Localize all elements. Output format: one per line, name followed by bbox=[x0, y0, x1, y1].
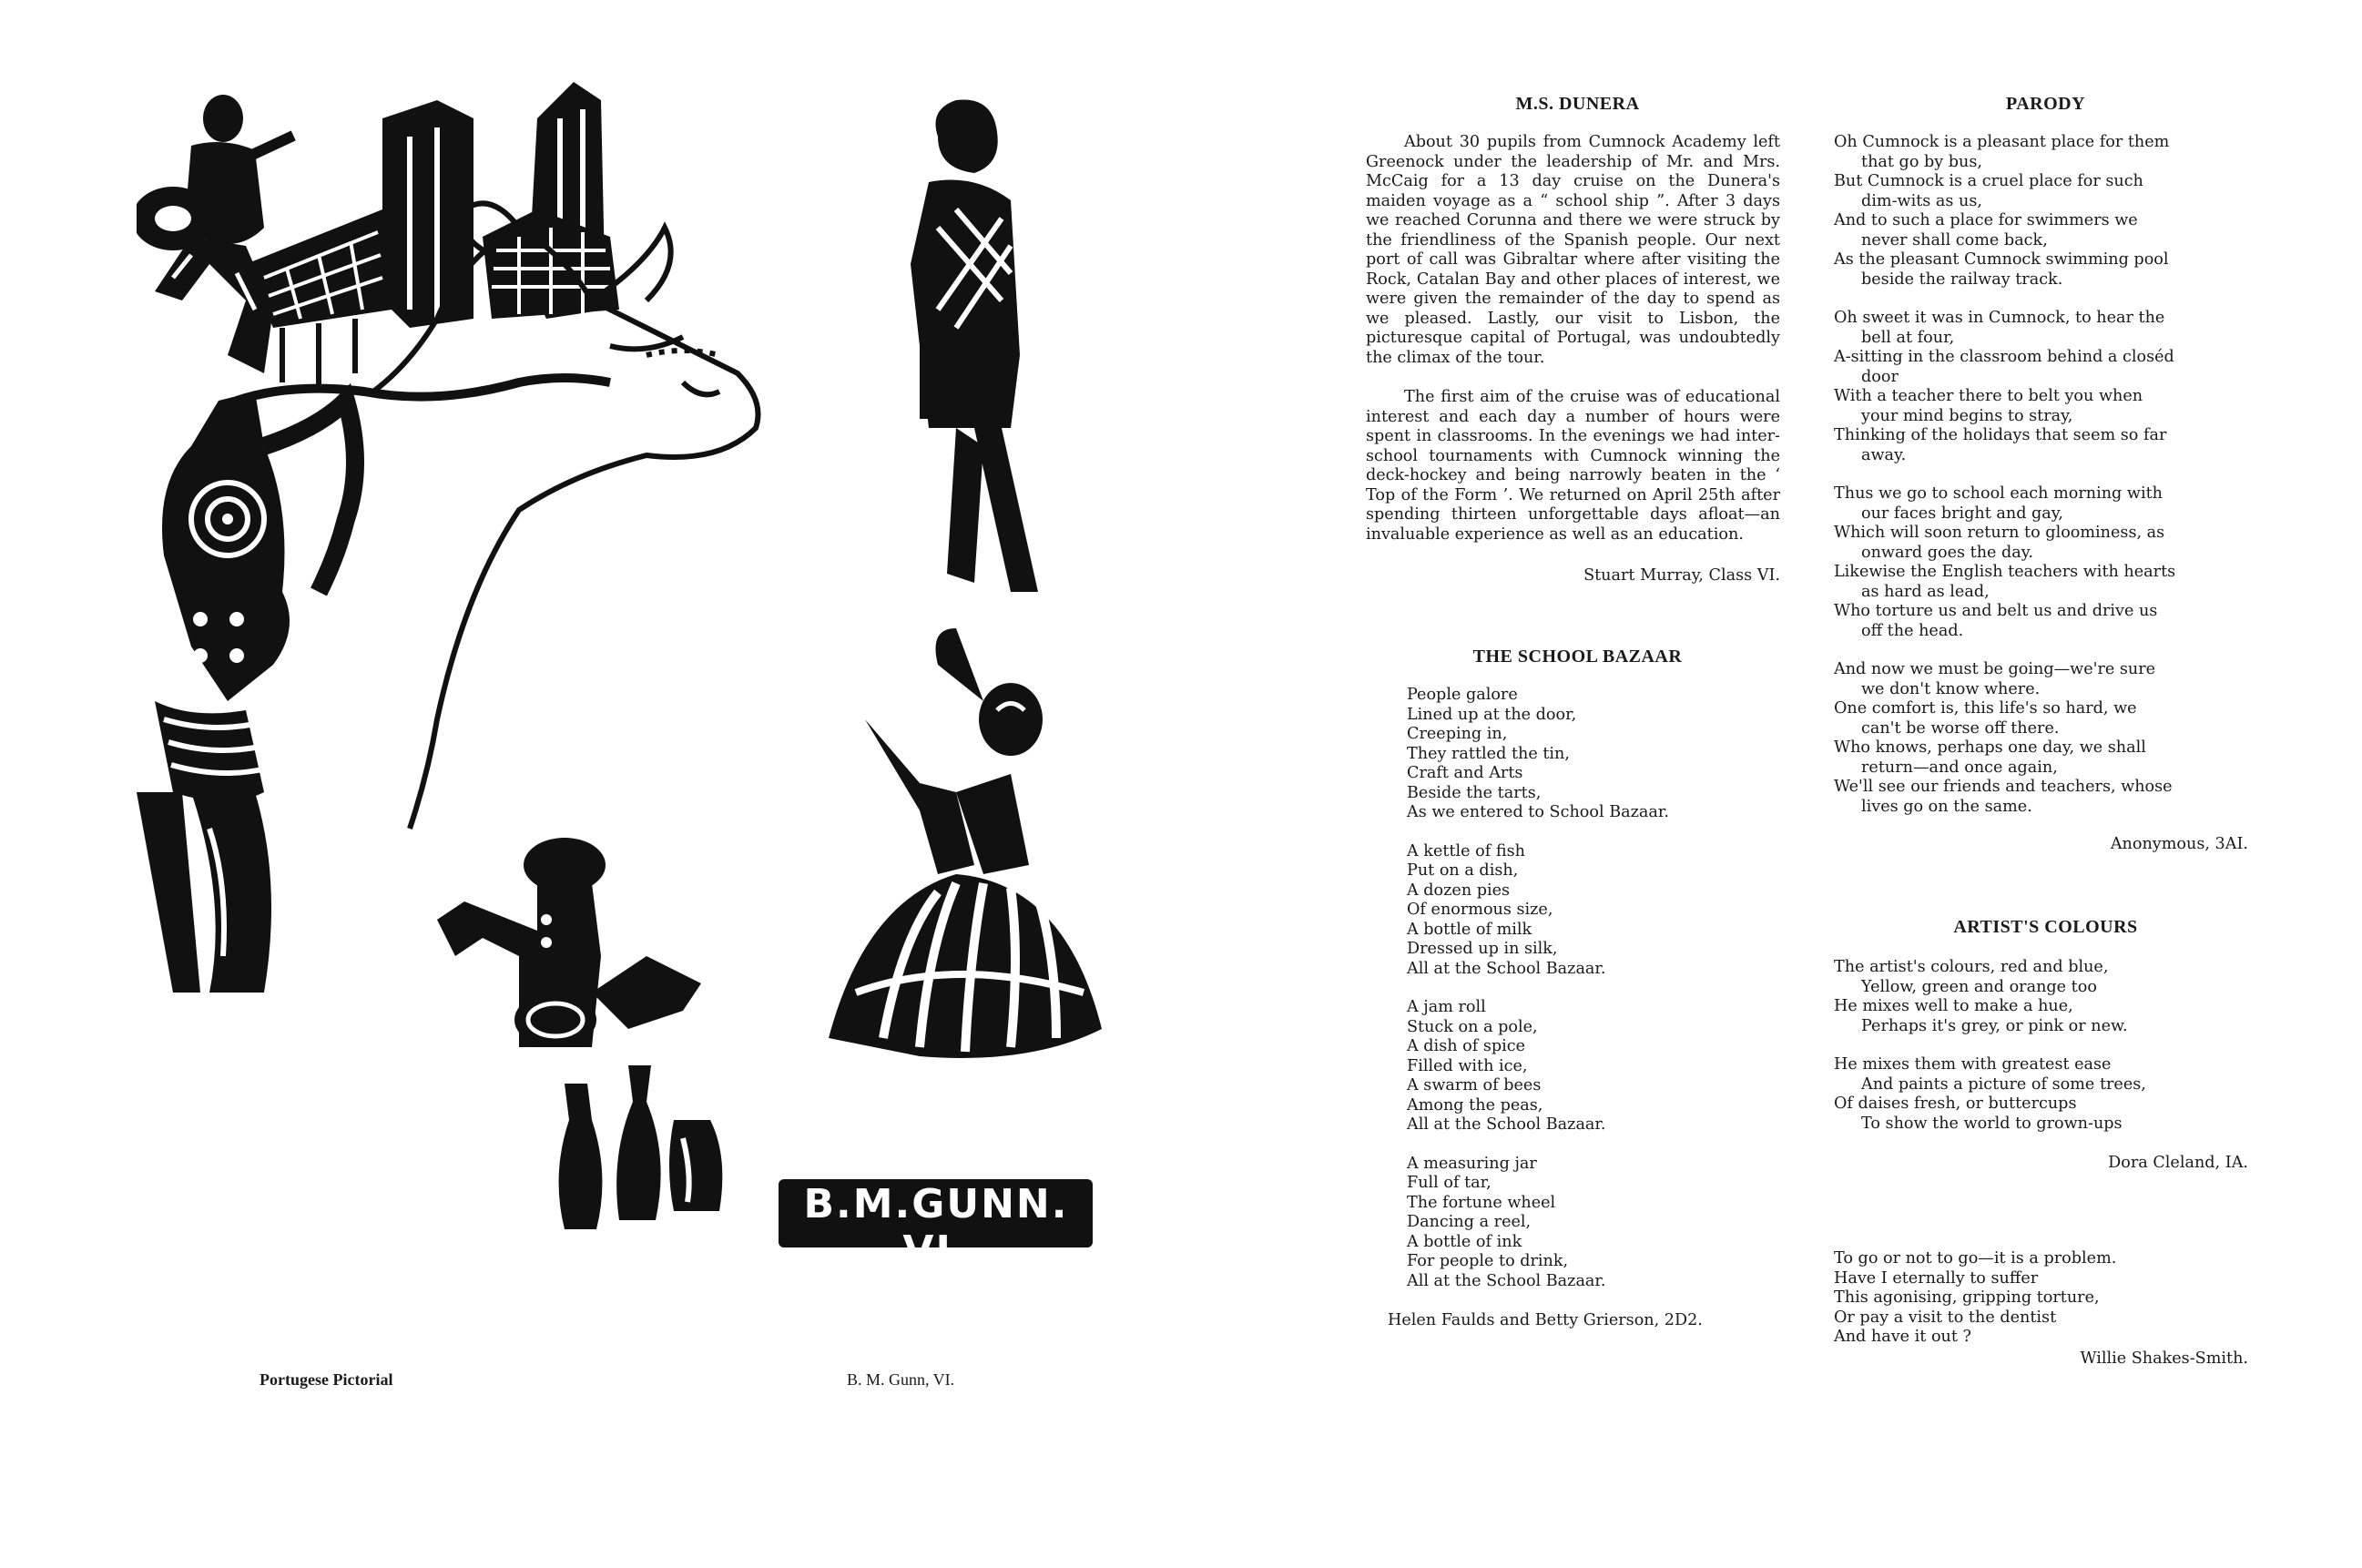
poem-line: Of enormous size, bbox=[1407, 901, 1553, 919]
colours-poem bbox=[1834, 958, 2248, 1134]
poem-line: away. bbox=[1861, 445, 1907, 464]
poem-line: Which will soon return to gloominess, as bbox=[1834, 524, 2165, 542]
poem-line: To go or not to go—it is a problem. bbox=[1834, 1249, 2117, 1268]
poem-line: To show the world to grown-ups bbox=[1861, 1114, 2123, 1133]
poem-line: Craft and Arts bbox=[1407, 764, 1523, 782]
poem-line: Likewise the English teachers with hearts bbox=[1834, 563, 2176, 581]
artist-signature: B.M.GUNN. VI. bbox=[803, 1181, 1069, 1274]
dunera-author: Stuart Murray, Class VI. bbox=[1583, 566, 1780, 585]
woman-striped-skirt bbox=[829, 628, 1102, 1058]
poem-line: All at the School Bazaar. bbox=[1407, 1271, 1606, 1290]
poem-line: A dish of spice bbox=[1407, 1037, 1526, 1055]
poem-line: And have it out ? bbox=[1834, 1328, 1971, 1346]
poem-line: Dancing a reel, bbox=[1407, 1213, 1532, 1231]
bazaar-stanza bbox=[1407, 686, 1780, 823]
ground-line bbox=[237, 378, 610, 401]
poem-line: Dressed up in silk, bbox=[1407, 940, 1558, 958]
poem-line: dim-wits as us, bbox=[1861, 191, 1982, 210]
bazaar-stanza bbox=[1407, 842, 1780, 980]
poem-line: As we entered to School Bazaar. bbox=[1407, 803, 1669, 821]
column-right bbox=[1834, 94, 2248, 1368]
poem-line: Full of tar, bbox=[1407, 1174, 1492, 1192]
poem-line: onward goes the day. bbox=[1861, 543, 2033, 562]
poem-line: This agonising, gripping torture, bbox=[1834, 1288, 2100, 1307]
bazaar-stanza bbox=[1407, 1155, 1780, 1292]
poem-line: But Cumnock is a cruel place for such bbox=[1834, 172, 2143, 190]
poem-line: Or pay a visit to the dentist bbox=[1834, 1308, 2057, 1327]
article-title-dunera: M.S. DUNERA bbox=[1515, 94, 1640, 114]
problem-author: Willie Shakes-Smith. bbox=[2080, 1349, 2248, 1368]
bazaar-stanza bbox=[1407, 998, 1780, 1135]
poem-line: People galore bbox=[1407, 686, 1518, 704]
poem-line: Have I eternally to suffer bbox=[1834, 1268, 2039, 1288]
poem-line: A measuring jar bbox=[1407, 1154, 1537, 1173]
poem-line: bell at four, bbox=[1861, 328, 1955, 347]
poem-line: return—and once again, bbox=[1861, 758, 2058, 777]
poem-line: we don't know where. bbox=[1861, 679, 2041, 698]
bazaar-poem bbox=[1366, 686, 1780, 1291]
column-left bbox=[1366, 94, 1780, 1331]
article-title-parody: PARODY bbox=[2005, 94, 2086, 114]
parody-stanza bbox=[1834, 133, 2248, 290]
vases bbox=[559, 1065, 723, 1229]
poem-line: Among the peas, bbox=[1407, 1095, 1543, 1115]
poem-line: And paints a picture of some trees, bbox=[1861, 1074, 2146, 1094]
poem-line: Lined up at the door, bbox=[1407, 705, 1577, 724]
parody-stanza bbox=[1834, 484, 2248, 641]
poem-line: And to such a place for swimmers we bbox=[1834, 211, 2138, 229]
bazaar-author: Helen Faulds and Betty Grierson, 2D2. bbox=[1388, 1311, 1703, 1329]
caption-author: B. M. Gunn, VI. bbox=[847, 1370, 955, 1389]
poem-line: beside the railway track. bbox=[1861, 270, 2063, 289]
poem-line: A jam roll bbox=[1407, 998, 1486, 1016]
poem-line: A swarm of bees bbox=[1407, 1076, 1542, 1095]
article-title-colours: ARTIST'S COLOURS bbox=[1953, 917, 2138, 937]
woman-with-baskets bbox=[911, 99, 1038, 592]
poem-line: Beside the tarts, bbox=[1407, 783, 1542, 802]
poem-line: Oh sweet it was in Cumnock, to hear the bbox=[1834, 309, 2165, 327]
buildings bbox=[246, 82, 619, 392]
poem-line: Stuck on a pole, bbox=[1407, 1017, 1538, 1036]
colours-stanza bbox=[1834, 1055, 2248, 1134]
poem-line: off the head. bbox=[1861, 621, 1964, 640]
poem-line: lives go on the same. bbox=[1861, 797, 2032, 816]
poem-line: Oh Cumnock is a pleasant place for them bbox=[1834, 133, 2170, 151]
poem-line: All at the School Bazaar. bbox=[1407, 1115, 1606, 1134]
dunera-article bbox=[1366, 133, 1780, 545]
problem-poem bbox=[1834, 1249, 2248, 1348]
dunera-paragraph-2: The first aim of the cruise was of educational interest and each day a number of hours were spent in classrooms. In the evenings we had inter-school tournaments with Cumnock winning the deck-hockey and being narrowly beaten in the ‘ Top of the Form ’. We returned on April 25th after spending thirteen unforgettable days afloat—an invaluable experience as well as an education. bbox=[1366, 388, 1780, 544]
poem-line: can't be worse off there. bbox=[1861, 718, 2060, 738]
poem-line: our faces bright and gay, bbox=[1861, 504, 2063, 523]
poem-line: They rattled the tin, bbox=[1407, 744, 1570, 763]
parody-poem bbox=[1834, 133, 2248, 817]
poem-line: As the pleasant Cumnock swimming pool bbox=[1834, 250, 2169, 269]
poem-line: And now we must be going—we're sure bbox=[1834, 660, 2156, 678]
poem-line: He mixes well to make a hue, bbox=[1834, 997, 2073, 1015]
poem-line: as hard as lead, bbox=[1861, 582, 1990, 601]
article-title-bazaar: THE SCHOOL BAZAAR bbox=[1472, 647, 1683, 667]
poem-line: Yellow, green and orange too bbox=[1861, 977, 2097, 996]
poem-line: Who knows, perhaps one day, we shall bbox=[1834, 738, 2146, 757]
poem-line: A bottle of milk bbox=[1407, 920, 1532, 939]
dunera-paragraph-1: About 30 pupils from Cumnock Academy left Greenock under the leadership of Mr. and Mrs. McCaig for a 13 day cruise on the Dunera's maiden voyage as a “ school ship ”. After 3 days we reached Corunna and there we were struck by the friendliness of the Spanish people. Our next port of call was Gibraltar where after visiting the Rock, Catalan Bay and other places of interest, we were given the remainder of the day to spend as we pleased. Lastly, our visit to Lisbon, the picturesque capital of Portugal, was undoubtedly the climax of the tour. bbox=[1366, 133, 1780, 367]
guitarist-figure bbox=[137, 95, 296, 373]
parody-author: Anonymous, 3AI. bbox=[2110, 835, 2248, 853]
poem-line: We'll see our friends and teachers, whose bbox=[1834, 778, 2173, 796]
poem-line: A-sitting in the classroom behind a closéd bbox=[1834, 348, 2174, 366]
colours-stanza bbox=[1834, 958, 2248, 1036]
poem-line: Thinking of the holidays that seem so far bbox=[1834, 426, 2167, 444]
poem-line: A kettle of fish bbox=[1407, 841, 1525, 860]
poem-line: All at the School Bazaar. bbox=[1407, 959, 1606, 978]
kneeling-figure bbox=[437, 838, 701, 1047]
poem-line: The artist's colours, red and blue, bbox=[1834, 958, 2109, 976]
poem-line: Creeping in, bbox=[1407, 725, 1508, 743]
poem-line: Put on a dish, bbox=[1407, 861, 1519, 880]
left-dancer bbox=[137, 392, 355, 993]
poem-line: Filled with ice, bbox=[1407, 1056, 1528, 1075]
poem-line: With a teacher there to belt you when bbox=[1834, 387, 2143, 405]
poem-line: For people to drink, bbox=[1407, 1252, 1569, 1270]
poem-line: your mind begins to stray, bbox=[1861, 406, 2073, 425]
poem-line: never shall come back, bbox=[1861, 230, 2048, 249]
poem-line: Perhaps it's grey, or pink or new. bbox=[1861, 1016, 2128, 1035]
colours-author: Dora Cleland, IA. bbox=[2108, 1154, 2248, 1172]
parody-stanza bbox=[1834, 309, 2248, 465]
caption-title: Portugese Pictorial bbox=[260, 1370, 393, 1389]
poem-line: Thus we go to school each morning with bbox=[1834, 484, 2163, 503]
poem-line: door bbox=[1861, 367, 1899, 386]
dotted-line bbox=[646, 351, 719, 355]
poem-line: A bottle of ink bbox=[1407, 1232, 1522, 1251]
parody-stanza bbox=[1834, 660, 2248, 817]
poem-line: that go by bus, bbox=[1861, 152, 1983, 171]
poem-line: The fortune wheel bbox=[1407, 1193, 1556, 1212]
poem-line: A dozen pies bbox=[1407, 881, 1511, 900]
poem-line: He mixes them with greatest ease bbox=[1834, 1055, 2112, 1074]
poem-line: Who torture us and belt us and drive us bbox=[1834, 602, 2158, 620]
poem-line: One comfort is, this life's so hard, we bbox=[1834, 699, 2137, 718]
poem-line: Of daises fresh, or buttercups bbox=[1834, 1095, 2077, 1113]
